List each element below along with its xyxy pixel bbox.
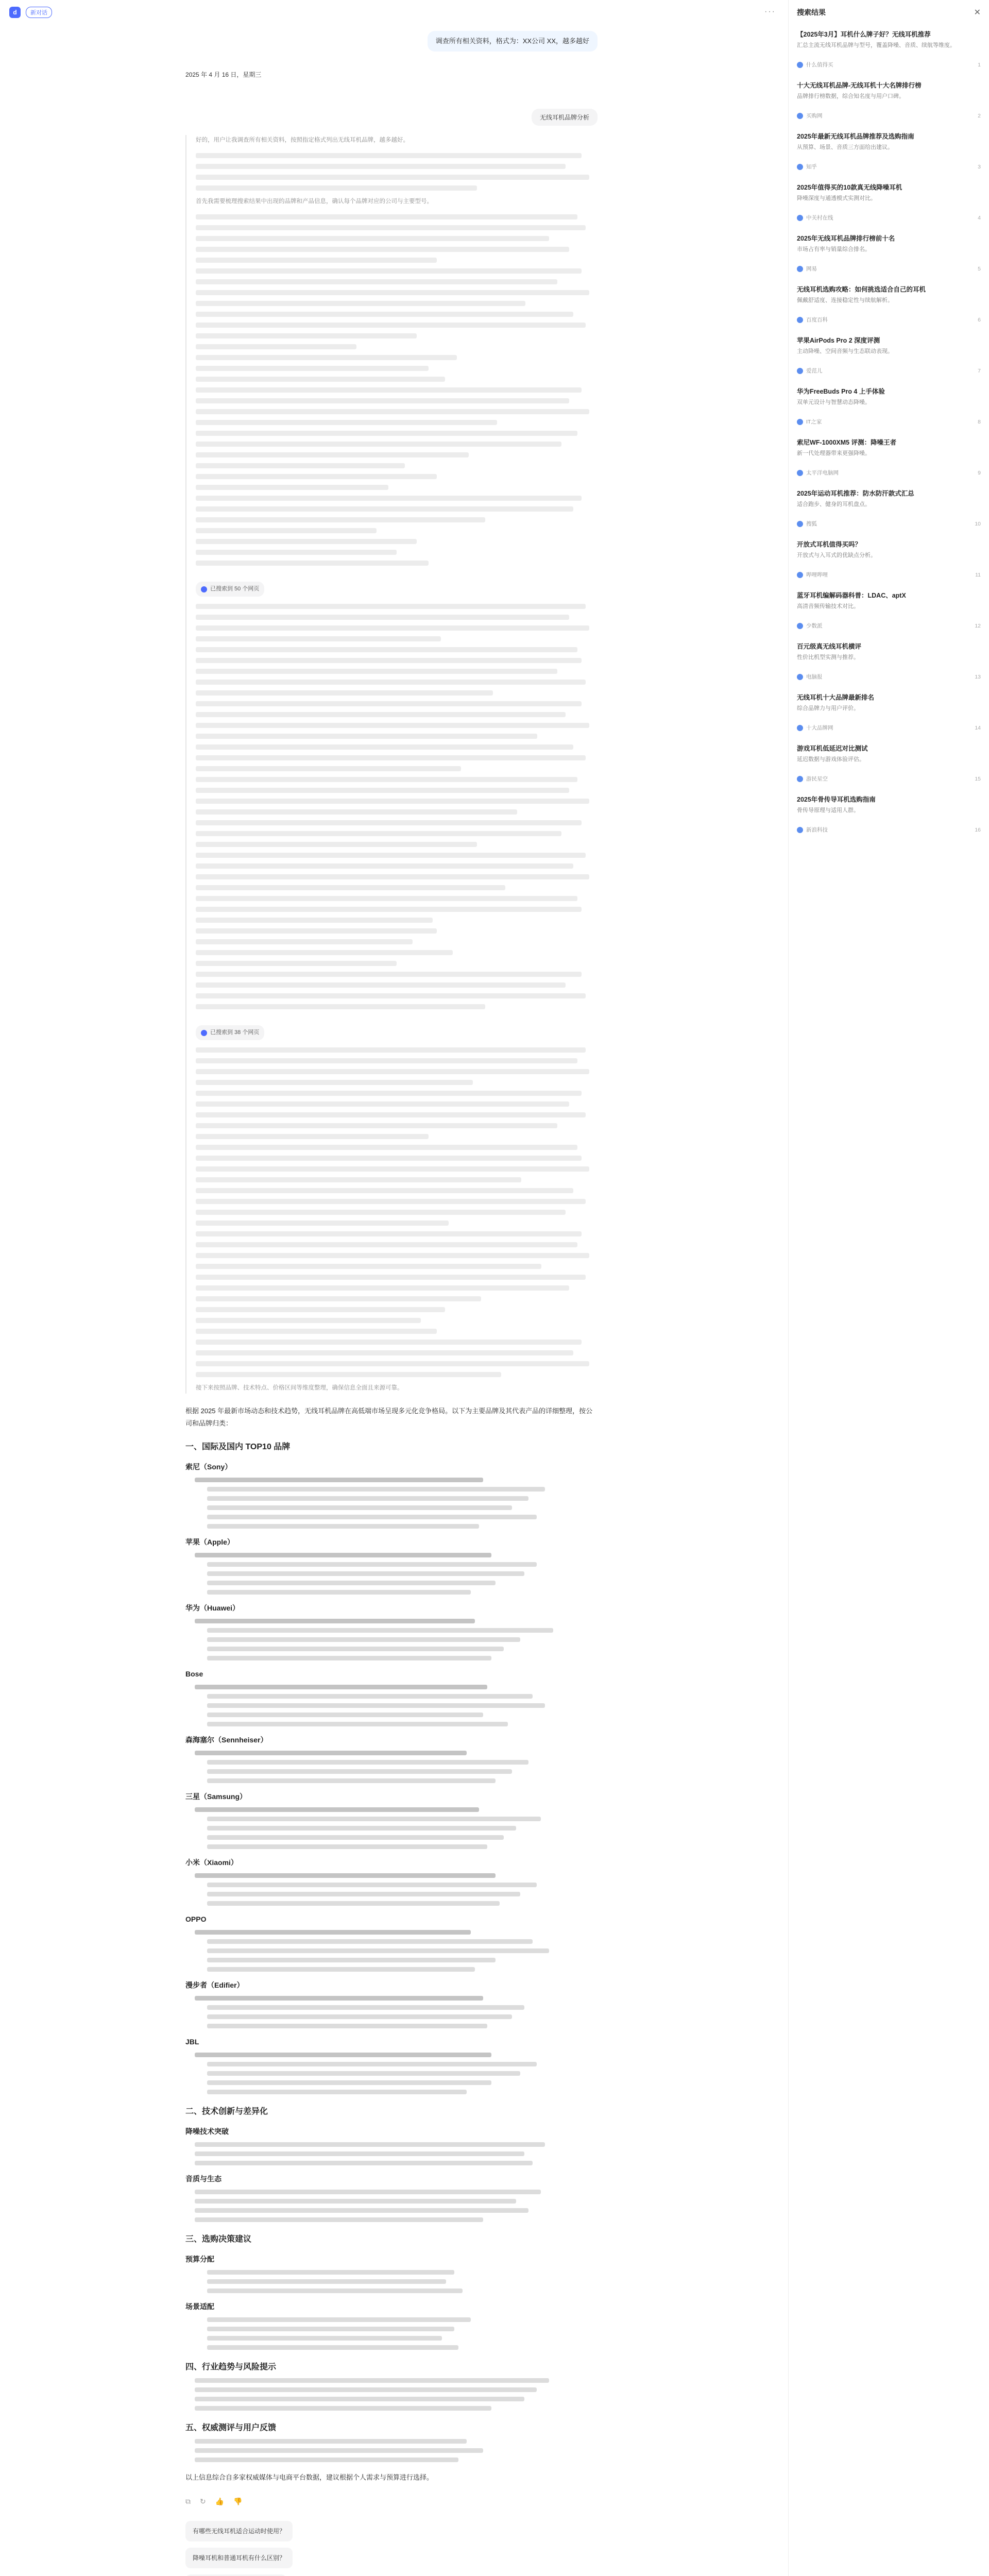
search-result-item[interactable] [789, 535, 989, 584]
answer-intro: 根据 2025 年最新市场动态和技术趋势，无线耳机品牌在高低端市场呈现多元化竞争格局。以下为主要品牌及其代表产品的详细整理，按公司和品牌归类： [185, 1407, 593, 1427]
result-source: 十大品牌网 [806, 725, 833, 731]
result-snippet: 高清音频传输技术对比。 [797, 603, 859, 609]
section-heading: 三、选购决策建议 [185, 2235, 252, 2244]
dislike-icon[interactable]: 👎 [233, 2497, 243, 2505]
panel-header [789, 0, 989, 25]
result-meta [797, 724, 981, 732]
brand-heading: 漫步者（Edifier） [185, 1981, 244, 1989]
search-result-item[interactable] [789, 76, 989, 125]
brand-heading: 小米（Xiaomi） [185, 1858, 238, 1867]
result-meta [797, 622, 981, 630]
section-heading: 四、行业趋势与风险提示 [185, 2363, 277, 2371]
more-options-icon[interactable]: ··· [764, 7, 776, 16]
result-meta [797, 214, 981, 222]
section-heading: 一、国际及国内 TOP10 品牌 [185, 1443, 291, 1451]
app-logo[interactable]: d [9, 7, 21, 18]
result-source: 知乎 [806, 164, 817, 170]
result-title[interactable]: 华为FreeBuds Pro 4 上手体验 [797, 388, 885, 395]
result-index: 11 [975, 571, 981, 578]
subsection-heading: 场景适配 [185, 2302, 214, 2311]
result-index: 6 [978, 316, 981, 323]
result-source: 网易 [806, 266, 817, 272]
result-source: 搜狐 [806, 521, 817, 527]
result-source: 少数派 [806, 623, 823, 629]
result-meta [797, 520, 981, 528]
result-list [789, 25, 989, 839]
copy-icon[interactable]: ⧉ [185, 2497, 191, 2505]
result-title[interactable]: 开放式耳机值得买吗？ [797, 541, 862, 548]
result-title[interactable]: 2025年骨传导耳机选购指南 [797, 796, 876, 803]
result-index: 2 [978, 112, 981, 119]
site-favicon-icon [797, 317, 803, 323]
result-source: 太平洋电脑网 [806, 470, 839, 476]
result-title[interactable]: 索尼WF-1000XM5 评测：降噪王者 [797, 439, 897, 446]
close-icon[interactable]: ✕ [974, 8, 981, 17]
site-favicon-icon [797, 725, 803, 731]
search-result-item[interactable] [789, 739, 989, 788]
answer-outro: 以上信息综合自多家权威媒体与电商平台数据，建议根据个人需求与预算进行选择。 [185, 2473, 434, 2481]
refresh-icon[interactable]: ↻ [200, 2497, 206, 2505]
suggestion-chip[interactable]: 有哪些无线耳机适合运动时使用？ [185, 2521, 293, 2541]
result-source: 百度百科 [806, 317, 828, 323]
result-title[interactable]: 【2025年3月】耳机什么牌子好？无线耳机推荐 [797, 31, 931, 38]
search-status-pill[interactable] [196, 582, 264, 597]
user-message: 调查所有相关资料，格式为：XX公司 XX，越多越好 [428, 31, 598, 52]
site-favicon-icon [797, 521, 803, 527]
search-result-item[interactable] [789, 229, 989, 278]
result-snippet: 延迟数据与游戏体验评估。 [797, 756, 865, 762]
search-result-item[interactable] [789, 688, 989, 737]
result-title[interactable]: 百元级真无线耳机横评 [797, 643, 862, 650]
brand-list [185, 1461, 598, 2094]
subsection-heading: 降噪技术突破 [185, 2127, 229, 2136]
site-favicon-icon [797, 572, 803, 578]
section-heading: 五、权威测评与用户反馈 [185, 2424, 277, 2432]
result-snippet: 品牌排行榜数据，综合知名度与用户口碑。 [797, 93, 905, 99]
result-meta [797, 469, 981, 477]
search-result-item[interactable] [789, 178, 989, 227]
result-meta [797, 775, 981, 783]
search-result-item[interactable] [789, 484, 989, 533]
result-title[interactable]: 2025年运动耳机推荐：防水防汗款式汇总 [797, 490, 914, 497]
site-favicon-icon [797, 827, 803, 833]
result-source: 什么值得买 [806, 62, 833, 68]
result-source: 游民星空 [806, 776, 828, 782]
search-result-item[interactable] [789, 280, 989, 329]
result-meta [797, 316, 981, 324]
result-index: 10 [975, 520, 981, 527]
search-result-item[interactable] [789, 382, 989, 431]
subsection-heading: 音质与生态 [185, 2175, 221, 2183]
site-favicon-icon [797, 419, 803, 425]
result-source: 买购网 [806, 113, 823, 119]
like-icon[interactable]: 👍 [215, 2497, 225, 2505]
result-title[interactable]: 游戏耳机低延迟对比测试 [797, 745, 868, 752]
result-snippet: 汇总主流无线耳机品牌与型号，覆盖降噪、音质、续航等维度。 [797, 42, 956, 48]
result-source: 新浪科技 [806, 827, 828, 833]
brand-heading: Bose [185, 1670, 203, 1678]
suggestion-list [185, 2521, 598, 2576]
result-meta [797, 367, 981, 375]
search-result-item[interactable] [789, 127, 989, 176]
result-snippet: 开放式与入耳式的优缺点分析。 [797, 552, 876, 558]
top-bar [0, 0, 788, 25]
subsection-heading: 预算分配 [185, 2255, 214, 2263]
search-result-item[interactable] [789, 637, 989, 686]
brand-heading: 索尼（Sony） [185, 1463, 232, 1471]
reasoning-block [185, 135, 598, 1394]
site-favicon-icon [797, 113, 803, 119]
site-favicon-icon [797, 164, 803, 170]
brand-heading: 三星（Samsung） [185, 1792, 247, 1801]
result-snippet: 性价比机型实测与推荐。 [797, 654, 859, 660]
result-index: 9 [978, 469, 981, 476]
result-snippet: 适合跑步、健身的耳机盘点。 [797, 501, 871, 507]
new-chat-button[interactable]: 新对话 [26, 7, 52, 18]
result-index: 8 [978, 418, 981, 425]
brand-heading: 华为（Huawei） [185, 1604, 240, 1612]
brand-heading: OPPO [185, 1915, 207, 1923]
globe-icon [201, 586, 207, 592]
reasoning-paragraph: 好的，用户让我调查所有相关资料，按照指定格式列出无线耳机品牌，越多越好。 [196, 137, 409, 143]
reasoning-paragraph: 接下来按照品牌、技术特点、价格区间等维度整理，确保信息全面且来源可靠。 [196, 1385, 403, 1391]
chat-thread [185, 31, 598, 2576]
result-meta [797, 265, 981, 273]
result-meta [797, 61, 981, 69]
result-title[interactable]: 无线耳机选购攻略：如何挑选适合自己的耳机 [797, 286, 926, 293]
result-snippet: 佩戴舒适度、连接稳定性与续航解析。 [797, 297, 893, 303]
brand-heading: 苹果（Apple） [185, 1538, 234, 1546]
result-index: 4 [978, 214, 981, 221]
result-index: 12 [975, 622, 981, 629]
result-meta [797, 673, 981, 681]
result-source: 中关村在线 [806, 215, 833, 221]
result-source: IT之家 [806, 419, 822, 425]
result-index: 1 [978, 61, 981, 68]
user-followup: 无线耳机品牌分析 [532, 109, 598, 126]
result-snippet: 骨传导原理与适用人群。 [797, 807, 859, 814]
result-meta [797, 112, 981, 120]
site-favicon-icon [797, 674, 803, 680]
result-meta [797, 571, 981, 579]
site-favicon-icon [797, 62, 803, 68]
result-snippet: 双单元设计与智慧动态降噪。 [797, 399, 871, 405]
site-favicon-icon [797, 470, 803, 476]
suggestion-chip[interactable]: 降噪耳机和普通耳机有什么区别？ [185, 2548, 293, 2568]
reasoning-paragraph: 首先我需要梳理搜索结果中出现的品牌和产品信息，确认每个品牌对应的公司与主要型号。 [196, 198, 433, 205]
globe-icon [201, 1030, 207, 1036]
result-index: 15 [975, 775, 981, 782]
result-index: 7 [978, 367, 981, 374]
brand-heading: 森海塞尔（Sennheiser） [185, 1736, 268, 1744]
site-favicon-icon [797, 776, 803, 782]
result-meta [797, 418, 981, 426]
search-result-item[interactable] [789, 331, 989, 380]
result-title[interactable]: 十大无线耳机品牌-无线耳机十大名牌排行榜 [797, 82, 922, 89]
result-snippet: 新一代处理器带来更强降噪。 [797, 450, 871, 456]
result-index: 13 [975, 673, 981, 680]
brand-heading: JBL [185, 2038, 199, 2046]
result-meta [797, 826, 981, 834]
result-title[interactable]: 无线耳机十大品牌最新排名 [797, 694, 875, 701]
search-result-item[interactable] [789, 25, 989, 74]
site-favicon-icon [797, 623, 803, 629]
site-favicon-icon [797, 266, 803, 272]
search-result-item[interactable] [789, 433, 989, 482]
timestamp: 2025 年 4 月 16 日，星期三 [185, 71, 262, 78]
result-source: 哔哩哔哩 [806, 572, 828, 578]
result-index: 3 [978, 163, 981, 170]
search-result-item[interactable] [789, 790, 989, 839]
result-snippet: 综合品牌力与用户评价。 [797, 705, 859, 711]
result-title[interactable]: 蓝牙耳机编解码器科普：LDAC、aptX [797, 592, 906, 599]
result-title[interactable]: 苹果AirPods Pro 2 深度评测 [797, 337, 880, 344]
result-index: 16 [975, 826, 981, 833]
result-index: 14 [975, 724, 981, 731]
panel-title: 搜索结果 [797, 8, 826, 16]
site-favicon-icon [797, 368, 803, 374]
result-title[interactable]: 2025年值得买的10款真无线降噪耳机 [797, 184, 902, 191]
result-snippet: 市场占有率与销量综合排名。 [797, 246, 871, 252]
result-snippet: 从预算、场景、音质三方面给出建议。 [797, 144, 893, 150]
result-meta [797, 163, 981, 171]
search-results-panel [788, 0, 989, 2576]
answer-block [185, 1405, 598, 2576]
result-source: 爱范儿 [806, 368, 823, 374]
result-snippet: 主动降噪、空间音频与生态联动表现。 [797, 348, 893, 354]
search-status-text: 已搜索到 50 个网页 [210, 586, 260, 592]
result-snippet: 降噪深度与通透模式实测对比。 [797, 195, 876, 201]
result-index: 5 [978, 265, 981, 272]
search-result-item[interactable] [789, 586, 989, 635]
message-actions [185, 2495, 598, 2507]
site-favicon-icon [797, 215, 803, 221]
result-title[interactable]: 2025年最新无线耳机品牌推荐及选购指南 [797, 133, 914, 140]
search-status-text: 已搜索到 38 个网页 [210, 1029, 260, 1036]
result-source: 电脑报 [806, 674, 823, 680]
search-status-pill[interactable] [196, 1025, 264, 1040]
section-heading: 二、技术创新与差异化 [185, 2107, 268, 2116]
result-title[interactable]: 2025年无线耳机品牌排行榜前十名 [797, 235, 895, 242]
